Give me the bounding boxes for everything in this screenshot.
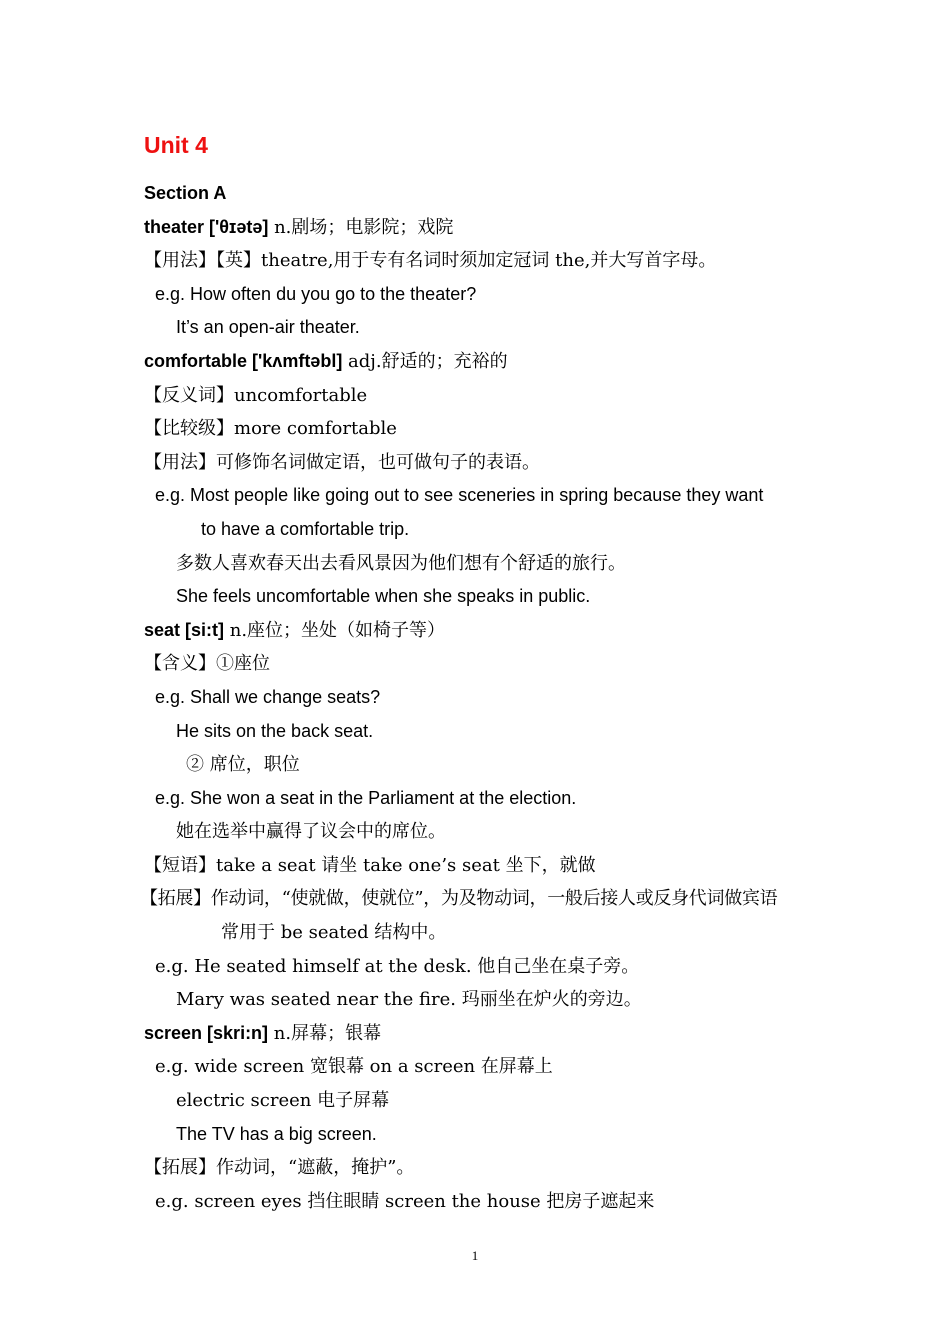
translation-text: 她在选举中赢得了议会中的席位。 xyxy=(176,821,446,843)
headword: seat [si:t] xyxy=(144,619,225,640)
example-line xyxy=(0,479,950,513)
meaning-text: 【含义】①座位 xyxy=(144,653,270,675)
extension-note-continued xyxy=(0,916,950,950)
translation-text: 多数人喜欢春天出去看风景因为他们想有个舒适的旅行。 xyxy=(176,552,626,574)
phrase-text: 【短语】take a seat 请坐 take one’s seat 坐下，就做 xyxy=(144,854,596,876)
example-line xyxy=(0,580,950,614)
extension-text: 【拓展】作动词，“遮蔽，掩护”。 xyxy=(144,1157,415,1179)
headword: comfortable ['kʌmftəbl] xyxy=(144,350,343,371)
comparative-text: 【比较级】more comfortable xyxy=(144,418,397,440)
example-text: It’s an open-air theater. xyxy=(176,317,360,338)
example-line xyxy=(0,681,950,715)
headword: theater ['θɪətə] xyxy=(144,216,269,237)
example-line xyxy=(0,1050,950,1084)
document-body xyxy=(0,177,950,1218)
vocab-entry-theater xyxy=(0,211,950,245)
usage-note xyxy=(0,446,950,480)
unit-title: Unit 4 xyxy=(144,132,208,158)
definition: adj.舒适的；充裕的 xyxy=(342,350,508,372)
meaning-text: ② 席位，职位 xyxy=(186,754,300,776)
definition: n.座位；坐处（如椅子等） xyxy=(224,619,446,641)
example-text: e.g. Shall we change seats? xyxy=(155,686,381,707)
meaning-note xyxy=(0,748,950,782)
definition: n.屏幕；银幕 xyxy=(268,1022,382,1044)
usage-note xyxy=(0,244,950,278)
meaning-note xyxy=(0,647,950,681)
vocab-entry-seat xyxy=(0,614,950,648)
example-text: to have a comfortable trip. xyxy=(201,518,410,539)
translation-line xyxy=(0,815,950,849)
definition: n.剧场；电影院；戏院 xyxy=(268,216,454,238)
translation-line xyxy=(0,547,950,581)
example-line xyxy=(0,782,950,816)
vocab-entry-comfortable xyxy=(0,345,950,379)
comparative-note xyxy=(0,412,950,446)
example-line xyxy=(0,1118,950,1152)
vocab-entry-screen xyxy=(0,1017,950,1051)
usage-text: 【用法】【英】theatre,用于专有名词时须加定冠词 the,并大写首字母。 xyxy=(144,250,717,272)
example-line xyxy=(0,278,950,312)
extension-text: 常用于 be seated 结构中。 xyxy=(221,922,447,944)
example-line xyxy=(0,311,950,345)
example-line xyxy=(0,950,950,984)
example-line xyxy=(0,983,950,1017)
antonym-text: 【反义词】uncomfortable xyxy=(144,384,368,406)
example-text: e.g. wide screen 宽银幕 on a screen 在屏幕上 xyxy=(155,1056,553,1078)
example-text: He sits on the back seat. xyxy=(176,720,374,741)
section-heading-text: Section A xyxy=(144,183,227,203)
headword: screen [skri:n] xyxy=(144,1022,269,1043)
example-line xyxy=(0,1185,950,1219)
usage-text: 【用法】可修饰名词做定语，也可做句子的表语。 xyxy=(144,451,540,473)
extension-note xyxy=(0,1151,950,1185)
phrase-note xyxy=(0,849,950,883)
example-text: Mary was seated near the fire. 玛丽坐在炉火的旁边。 xyxy=(176,989,642,1011)
example-text: She feels uncomfortable when she speaks in public. xyxy=(176,586,591,607)
section-heading xyxy=(0,177,950,211)
extension-text: 【拓展】作动词，“使就做，使就位”，为及物动词，一般后接人或反身代词做宾语 xyxy=(140,888,778,910)
example-line xyxy=(0,513,950,547)
example-text: e.g. He seated himself at the desk. 他自己坐在桌子旁。 xyxy=(155,955,640,977)
example-text: e.g. Most people like going out to see sceneries in spring because they want xyxy=(155,485,764,506)
antonym-note xyxy=(0,379,950,413)
example-line xyxy=(0,715,950,749)
example-text: e.g. How often du you go to the theater? xyxy=(155,283,477,304)
page-number: 1 xyxy=(471,1248,479,1263)
example-text: e.g. screen eyes 挡住眼睛 screen the house 把房子遮起来 xyxy=(155,1190,655,1212)
example-text: electric screen 电子屏幕 xyxy=(176,1090,390,1112)
extension-note xyxy=(0,882,950,916)
example-text: e.g. She won a seat in the Parliament at the election. xyxy=(155,787,577,808)
example-text: The TV has a big screen. xyxy=(176,1123,377,1144)
example-line xyxy=(0,1084,950,1118)
